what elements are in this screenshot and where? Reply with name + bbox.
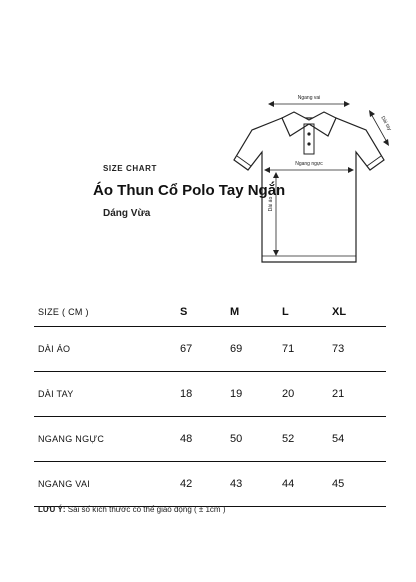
row-label: DÀI ÁO (38, 344, 71, 354)
sleeve-label: Dài tay (379, 115, 393, 132)
cell-value: 73 (332, 343, 345, 355)
cell-value: 19 (230, 388, 243, 400)
row-label: NGANG NGỰC (38, 434, 105, 444)
table-row (34, 462, 386, 507)
product-subtitle: Dáng Vừa (103, 208, 151, 219)
tolerance-note (38, 505, 225, 514)
cell-value: 69 (230, 343, 243, 355)
cell-value: 54 (332, 433, 345, 445)
note-prefix: LƯU Ý: (38, 505, 66, 514)
placket (304, 124, 314, 154)
cell-value: 20 (282, 388, 295, 400)
header-size-s: S (180, 306, 188, 318)
header-size-l: L (282, 306, 289, 318)
shoulder-label: Ngang vai (297, 95, 321, 101)
chest-label: Ngang ngực (295, 161, 323, 167)
cell-value: 21 (332, 388, 345, 400)
cell-value: 44 (282, 478, 295, 490)
row-label: NGANG VAI (38, 479, 91, 489)
table-header-row (34, 296, 386, 327)
cell-value: 48 (180, 433, 193, 445)
cell-value: 71 (282, 343, 295, 355)
header-size-m: M (230, 306, 240, 318)
cell-value: 67 (180, 343, 193, 355)
cell-value: 45 (332, 478, 345, 490)
shirt-outline (234, 118, 384, 262)
cell-value: 50 (230, 433, 243, 445)
cell-value: 18 (180, 388, 193, 400)
product-title: Áo Thun Cổ Polo Tay Ngắn (93, 182, 286, 199)
size-table (34, 296, 386, 507)
header-size-label: SIZE ( CM ) (38, 307, 89, 317)
row-label: DÀI TAY (38, 389, 74, 399)
length-label: Dài áo (268, 196, 274, 212)
cell-value: 52 (282, 433, 295, 445)
size-chart-label: SIZE CHART (103, 164, 157, 173)
table-row (34, 372, 386, 417)
cell-value: 43 (230, 478, 243, 490)
note-text: Sai số kích thước có thể giao động ( ± 1cm ) (65, 505, 226, 514)
table-row (34, 417, 386, 462)
cell-value: 42 (180, 478, 193, 490)
header-size-xl: XL (332, 306, 347, 318)
table-row (34, 327, 386, 372)
polo-shirt-diagram (222, 84, 396, 270)
